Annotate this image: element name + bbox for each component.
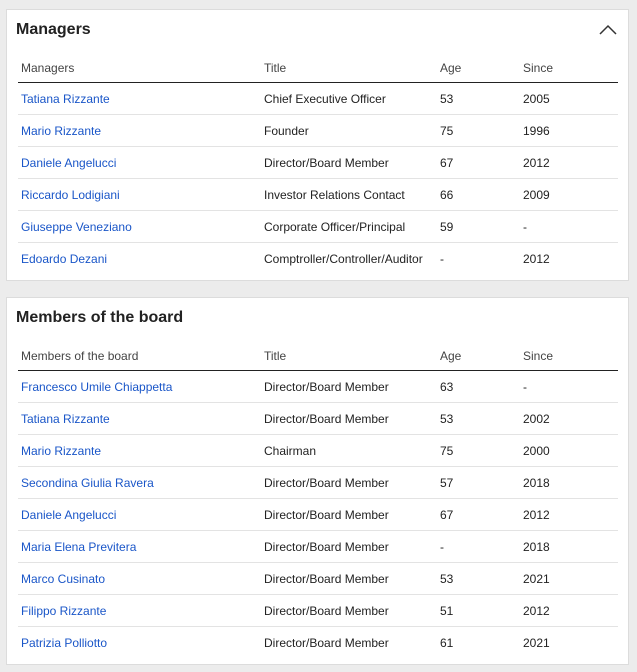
person-since-cell: 2009 [520, 179, 618, 211]
column-header-title[interactable]: Title [261, 342, 437, 371]
person-title-cell: Founder [261, 115, 437, 147]
table-row [18, 371, 618, 403]
board-table [18, 342, 618, 658]
person-title-cell: Director/Board Member [261, 147, 437, 179]
person-name-link[interactable]: Riccardo Lodigiani [21, 187, 120, 202]
person-since-cell: 2018 [520, 467, 618, 499]
board-panel [6, 297, 629, 665]
person-title-cell: Chairman [261, 435, 437, 467]
person-name-link[interactable]: Mario Rizzante [21, 443, 102, 458]
person-name-cell [18, 467, 261, 499]
person-name-link[interactable]: Marco Cusinato [21, 571, 106, 586]
table-row [18, 243, 618, 275]
person-age-cell: 63 [437, 371, 520, 403]
person-age-cell: 53 [437, 83, 520, 115]
person-title-cell: Director/Board Member [261, 371, 437, 403]
person-title-cell: Director/Board Member [261, 403, 437, 435]
column-header-since[interactable]: Since [520, 342, 618, 371]
person-age-cell: 57 [437, 467, 520, 499]
person-since-cell: 2012 [520, 595, 618, 627]
person-age-cell: 75 [437, 435, 520, 467]
person-since-cell: 2000 [520, 435, 618, 467]
column-header-title[interactable]: Title [261, 54, 437, 83]
person-name-link[interactable]: Tatiana Rizzante [21, 91, 110, 106]
person-age-cell: 66 [437, 179, 520, 211]
person-name-cell [18, 595, 261, 627]
column-header-name[interactable]: Managers [18, 54, 261, 83]
person-title-cell: Director/Board Member [261, 563, 437, 595]
person-since-cell: - [520, 211, 618, 243]
person-name-link[interactable]: Mario Rizzante [21, 123, 102, 138]
person-title-cell: Comptroller/Controller/Auditor [264, 251, 423, 266]
person-title-cell: Director/Board Member [261, 467, 437, 499]
person-since-cell: 2012 [520, 499, 618, 531]
person-title-cell: Chief Executive Officer [261, 83, 437, 115]
table-row [18, 563, 618, 595]
person-name-cell [18, 435, 261, 467]
person-name-cell [18, 83, 261, 115]
person-name-cell [18, 115, 261, 147]
table-header-row [18, 342, 618, 371]
board-heading: Members of the board [16, 309, 184, 326]
person-name-link[interactable]: Filippo Rizzante [21, 603, 107, 618]
table-row [18, 147, 618, 179]
table-row [18, 531, 618, 563]
column-header-age[interactable]: Age [437, 342, 520, 371]
table-row [18, 115, 618, 147]
person-since-cell: 2005 [520, 83, 618, 115]
person-age-cell: 67 [437, 499, 520, 531]
table-row [18, 211, 618, 243]
managers-panel [6, 9, 629, 281]
person-name-link[interactable]: Daniele Angelucci [21, 155, 117, 170]
person-age-cell: - [437, 531, 520, 563]
table-row [18, 403, 618, 435]
person-title-cell: Director/Board Member [264, 635, 389, 650]
table-row [18, 595, 618, 627]
person-name-cell [18, 243, 261, 275]
person-age-cell: 51 [437, 595, 520, 627]
person-age-cell: 59 [437, 211, 520, 243]
person-name-link[interactable]: Secondina Giulia Ravera [21, 475, 154, 490]
collapse-button[interactable] [598, 22, 618, 38]
person-title-cell: Director/Board Member [261, 531, 437, 563]
person-name-link[interactable]: Maria Elena Previtera [21, 539, 137, 554]
person-name-cell [18, 211, 261, 243]
person-name-link[interactable]: Giuseppe Veneziano [21, 219, 132, 234]
column-header-age[interactable]: Age [437, 54, 520, 83]
table-row [18, 499, 618, 531]
chevron-up-icon [598, 22, 618, 38]
person-since-cell: 2002 [520, 403, 618, 435]
person-since-cell: 2012 [520, 147, 618, 179]
person-name-cell [18, 499, 261, 531]
table-row [18, 435, 618, 467]
person-since-cell: 2021 [523, 635, 550, 650]
person-title-cell: Corporate Officer/Principal [261, 211, 437, 243]
person-name-cell [18, 563, 261, 595]
table-row [18, 627, 618, 659]
person-name-link[interactable]: Francesco Umile Chiappetta [21, 379, 173, 394]
person-age-cell: 53 [437, 403, 520, 435]
managers-heading: Managers [16, 21, 91, 38]
person-name-cell [18, 403, 261, 435]
person-since-cell: - [520, 371, 618, 403]
person-since-cell: 2018 [520, 531, 618, 563]
table-row [18, 179, 618, 211]
person-name-link[interactable]: Edoardo Dezani [21, 251, 108, 266]
person-age-cell: 75 [437, 115, 520, 147]
person-name-cell [18, 179, 261, 211]
person-title-cell: Director/Board Member [261, 499, 437, 531]
person-since-cell: 2021 [520, 563, 618, 595]
person-age-cell: 67 [437, 147, 520, 179]
column-header-name[interactable]: Members of the board [18, 342, 261, 371]
person-since-cell: 1996 [520, 115, 618, 147]
table-row [18, 467, 618, 499]
person-name-link[interactable]: Tatiana Rizzante [21, 411, 110, 426]
person-name-link[interactable]: Daniele Angelucci [21, 507, 117, 522]
person-name-cell [18, 627, 261, 659]
person-name-link[interactable]: Patrizia Polliotto [21, 635, 108, 650]
person-name-cell [18, 371, 261, 403]
person-age-cell: - [440, 251, 444, 266]
person-name-cell [18, 147, 261, 179]
person-title-cell: Investor Relations Contact [261, 179, 437, 211]
column-header-since[interactable]: Since [520, 54, 618, 83]
person-name-cell [18, 531, 261, 563]
person-age-cell: 53 [437, 563, 520, 595]
table-row [18, 83, 618, 115]
person-title-cell: Director/Board Member [261, 595, 437, 627]
person-since-cell: 2012 [523, 251, 550, 266]
managers-table [18, 54, 618, 274]
table-header-row [18, 54, 618, 83]
person-age-cell: 61 [440, 635, 454, 650]
